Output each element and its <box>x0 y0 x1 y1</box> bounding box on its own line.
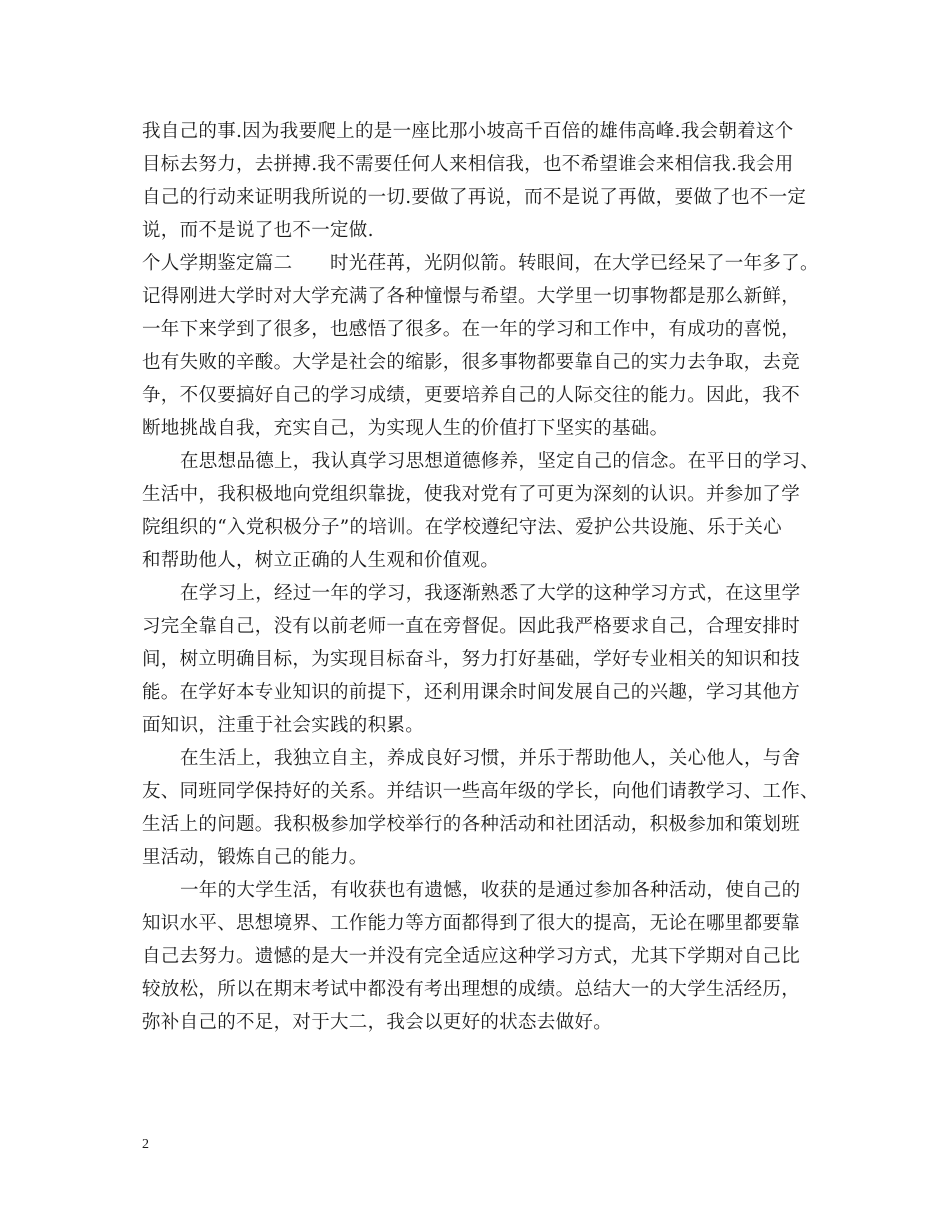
text-line: 生活上的问题。我积极参加学校举行的各种活动和社团活动，积极参加和策划班 <box>142 814 801 835</box>
text-line: 争，不仅要搞好自己的学习成绩，更要培养自己的人际交往的能力。因此，我不 <box>142 385 801 406</box>
text-line: 记得刚进大学时对大学充满了各种憧憬与希望。大学里一切事物都是那么新鲜， <box>142 286 801 307</box>
text-line: 较放松，所以在期末考试中都没有考出理想的成绩。总结大一的大学生活经历， <box>142 979 801 1000</box>
text-line: 断地挑战自我，充实自己，为实现人生的价值打下坚实的基础。 <box>142 418 669 439</box>
text-line: 生活中，我积极地向党组织靠拢，使我对党有了可更为深刻的认识。并参加了学 <box>142 484 801 505</box>
text-line: 自己去努力。遗憾的是大一并没有完全适应这种学习方式，尤其下学期对自己比 <box>142 946 801 967</box>
page-number: 2 <box>142 1137 149 1152</box>
text-line: 和帮助他人，树立正确的人生观和价值观。 <box>142 550 500 571</box>
text-line: 目标去努力，去拼搏.我不需要任何人来相信我，也不希望谁会来相信我.我会用 <box>142 154 794 175</box>
text-line: 说，而不是说了也不一定做. <box>142 220 374 241</box>
text-line: 习完全靠自己，没有以前老师一直在旁督促。因此我严格要求自己，合理安排时 <box>142 616 801 637</box>
text-line: 知识水平、思想境界、工作能力等方面都得到了很大的提高，无论在哪里都要靠 <box>142 913 801 934</box>
text-line: 在生活上，我独立自主，养成良好习惯，并乐于帮助他人，关心他人，与舍 <box>180 748 801 769</box>
text-line: 一年下来学到了很多，也感悟了很多。在一年的学习和工作中，有成功的喜悦， <box>142 319 801 340</box>
text-line: 在思想品德上，我认真学习思想道德修养，坚定自己的信念。在平日的学习、 <box>180 451 820 472</box>
text-line: 面知识，注重于社会实践的积累。 <box>142 715 425 736</box>
body-text <box>142 115 822 1039</box>
text-line: 弥补自己的不足，对于大二，我会以更好的状态去做好。 <box>142 1012 613 1033</box>
text-line: 也有失败的辛酸。大学是社会的缩影，很多事物都要靠自己的实力去争取，去竞 <box>142 352 801 373</box>
text-line: 友、同班同学保持好的关系。并结识一些高年级的学长，向他们请教学习、工作、 <box>142 781 819 802</box>
text-line: 间，树立明确目标，为实现目标奋斗，努力打好基础，学好专业相关的知识和技 <box>142 649 801 670</box>
text-line: 我自己的事.因为我要爬上的是一座比那小坡高千百倍的雄伟高峰.我会朝着这个 <box>142 121 794 142</box>
text-line: 院组织的“入党积极分子”的培训。在学校遵纪守法、爱护公共设施、乐于关心 <box>142 517 782 538</box>
text-line: 一年的大学生活，有收获也有遗憾，收获的是通过参加各种活动，使自己的 <box>180 880 801 901</box>
text-line: 能。在学好本专业知识的前提下，还利用课余时间发展自己的兴趣，学习其他方 <box>142 682 801 703</box>
text-line: 里活动，锻炼自己的能力。 <box>142 847 368 868</box>
text-line: 自己的行动来证明我所说的一切.要做了再说，而不是说了再做，要做了也不一定 <box>142 187 807 208</box>
text-line: 个人学期鉴定篇二 时光荏苒，光阴似箭。转眼间，在大学已经呆了一年多了。 <box>142 253 819 274</box>
text-line: 在学习上，经过一年的学习，我逐渐熟悉了大学的这种学习方式，在这里学 <box>180 583 801 604</box>
